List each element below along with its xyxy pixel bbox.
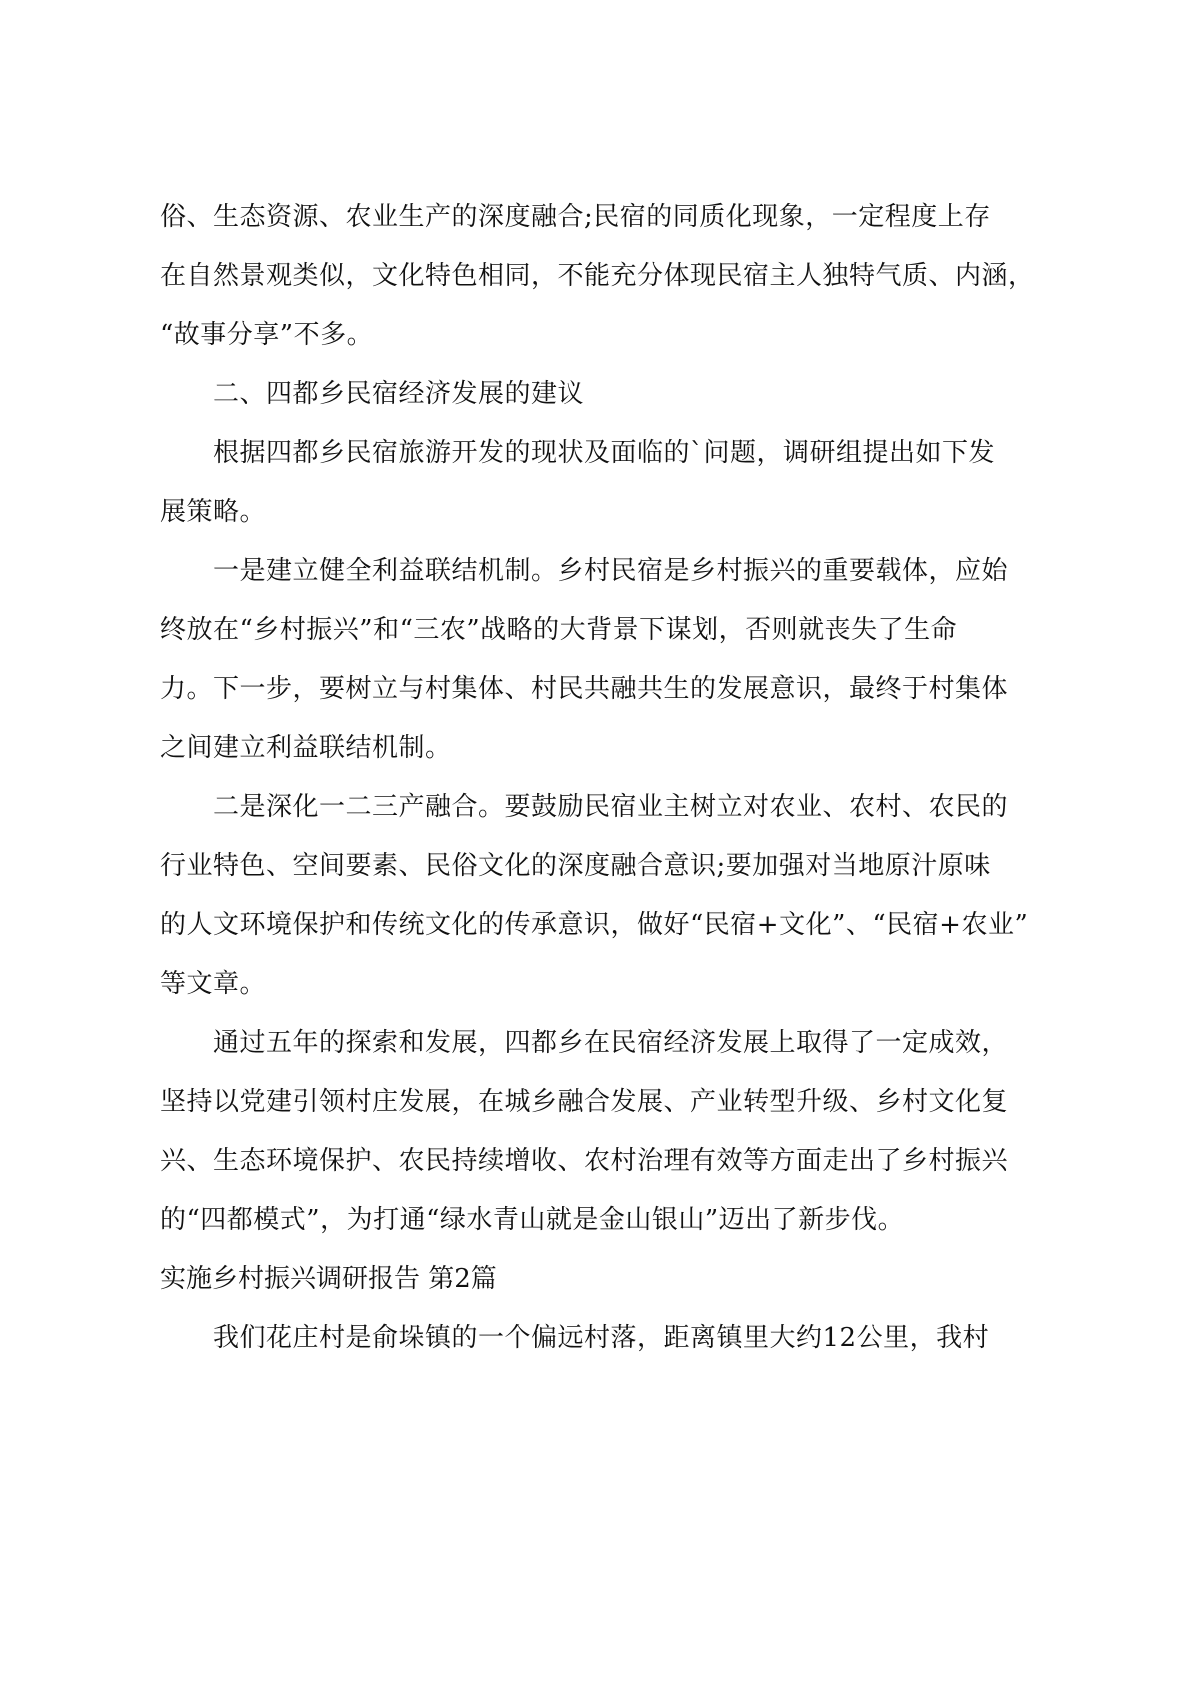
report-title: 实施乡村振兴调研报告 第2篇 — [160, 1264, 497, 1294]
paragraph-line: 二是深化一二三产融合。要鼓励民宿业主树立对农业、农村、农民的 — [213, 792, 1009, 822]
paragraph-line: “故事分享”不多。 — [160, 320, 374, 350]
paragraph-line: 我们花庄村是俞垛镇的一个偏远村落，距离镇里大约12公里，我村 — [213, 1323, 990, 1353]
paragraph-line: 俗、生态资源、农业生产的深度融合;民宿的同质化现象，一定程度上存 — [160, 202, 991, 232]
paragraph-line: 力。下一步，要树立与村集体、村民共融共生的发展意识，最终于村集体 — [160, 674, 1009, 704]
paragraph-line: 的人文环境保护和传统文化的传承意识，做好“民宿+文化”、“民宿+农业” — [160, 910, 1029, 940]
paragraph-line: 在自然景观类似，文化特色相同，不能充分体现民宿主人独特气质、内涵， — [160, 261, 1035, 291]
paragraph-line: 通过五年的探索和发展，四都乡在民宿经济发展上取得了一定成效， — [213, 1028, 1009, 1058]
section-heading: 二、四都乡民宿经济发展的建议 — [213, 379, 585, 409]
paragraph-line: 一是建立健全利益联结机制。乡村民宿是乡村振兴的重要载体，应始 — [213, 556, 1009, 586]
paragraph-line: 根据四都乡民宿旅游开发的现状及面临的`问题，调研组提出如下发 — [213, 438, 996, 468]
paragraph-line: 坚持以党建引领村庄发展，在城乡融合发展、产业转型升级、乡村文化复 — [160, 1087, 1009, 1117]
document-body — [160, 188, 1035, 1368]
paragraph-line: 展策略。 — [160, 497, 267, 527]
paragraph-line: 等文章。 — [160, 969, 267, 999]
paragraph-line: 兴、生态环境保护、农民持续增收、农村治理有效等方面走出了乡村振兴 — [160, 1146, 1009, 1176]
paragraph-line: 之间建立利益联结机制。 — [160, 733, 452, 763]
paragraph-line: 的“四都模式”，为打通“绿水青山就是金山银山”迈出了新步伐。 — [160, 1205, 905, 1235]
paragraph-line: 终放在“乡村振兴”和“三农”战略的大背景下谋划，否则就丧失了生命 — [160, 615, 958, 645]
paragraph-line: 行业特色、空间要素、民俗文化的深度融合意识;要加强对当地原汁原味 — [160, 851, 991, 881]
